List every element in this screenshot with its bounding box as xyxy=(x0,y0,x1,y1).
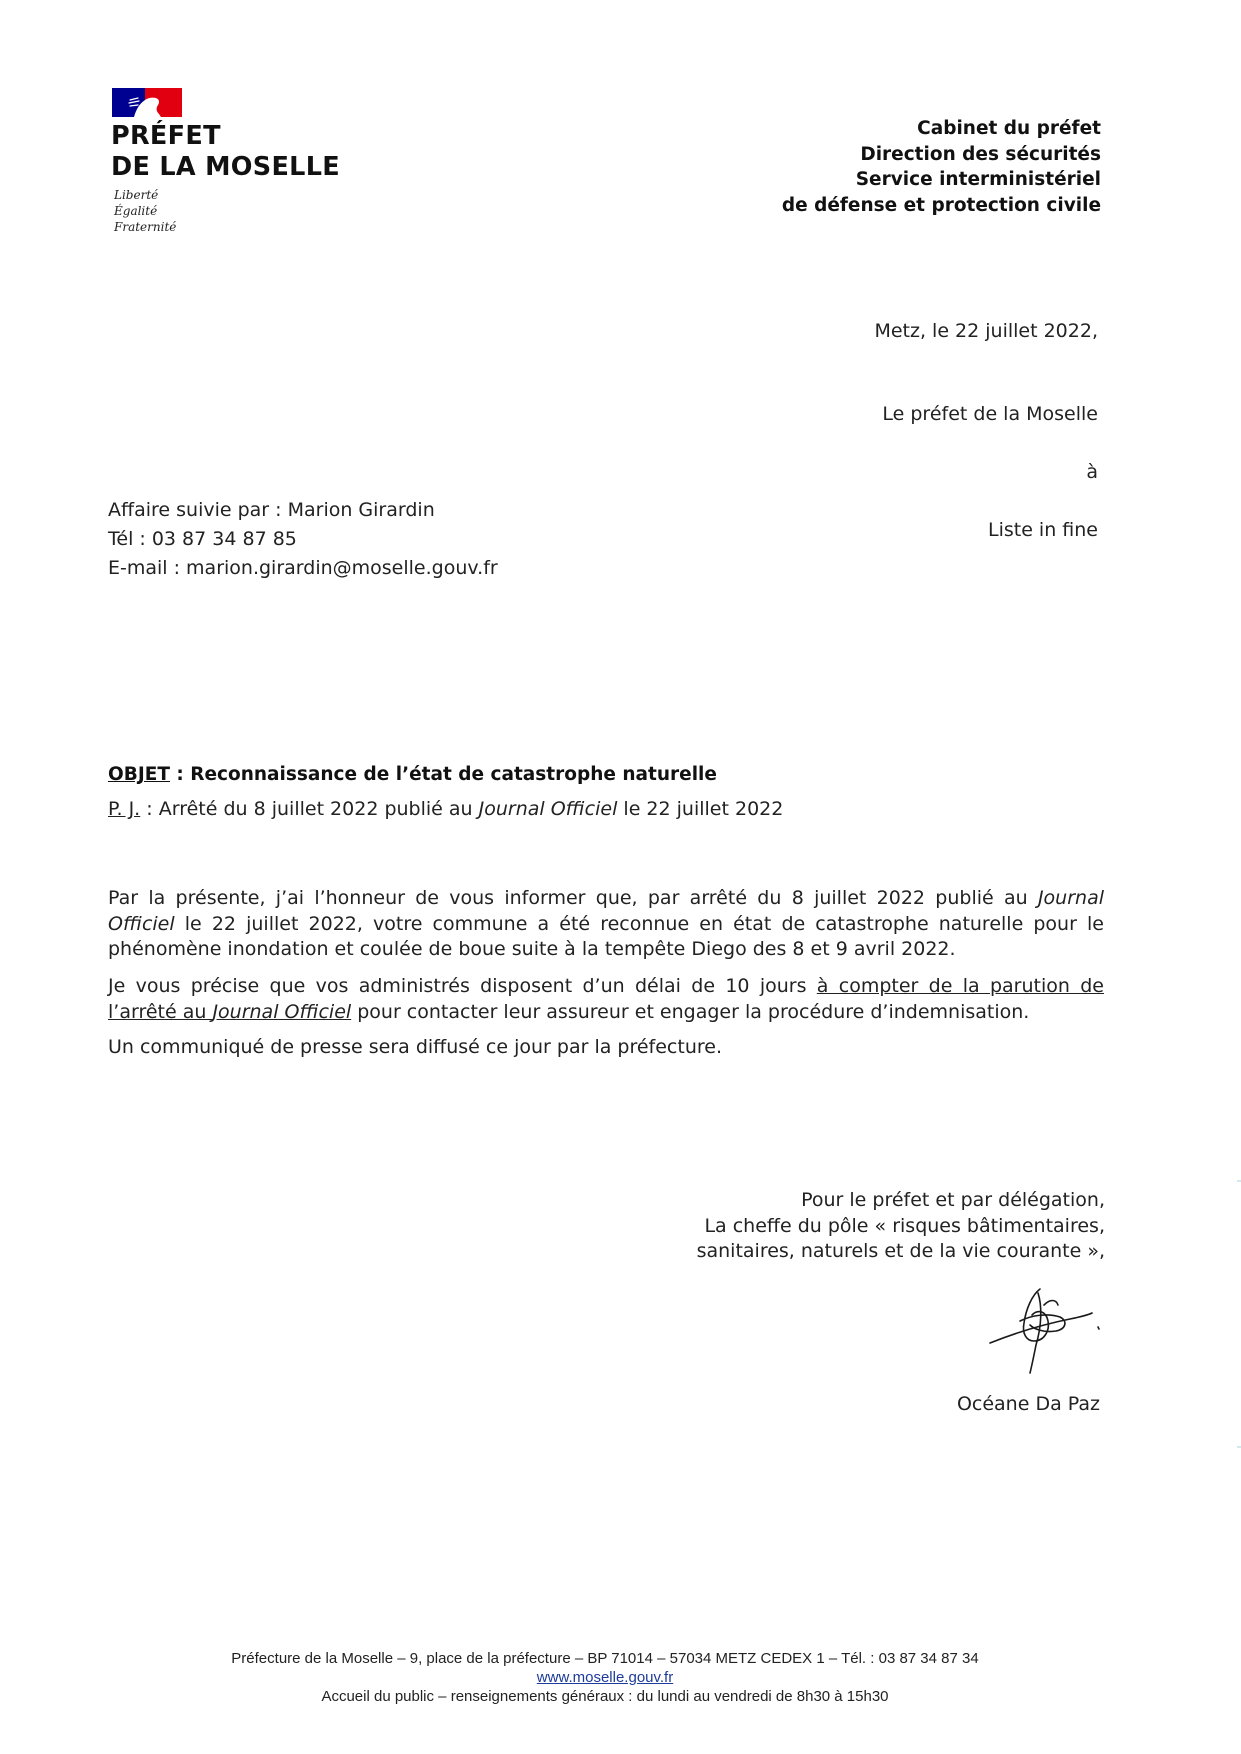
signer-name: Océane Da Paz xyxy=(956,1393,1100,1415)
letter-to-word: à xyxy=(1086,461,1098,483)
authority-name xyxy=(111,121,340,183)
authority-line: PRÉFET xyxy=(111,121,221,151)
letter-recipient: Liste in fine xyxy=(987,519,1098,541)
subject-line xyxy=(108,764,717,785)
handwritten-signature-icon xyxy=(980,1285,1110,1377)
paragraph-journal: Journal Officiel xyxy=(212,1000,352,1023)
service-header xyxy=(782,116,1101,218)
attachment-journal: Journal Officiel xyxy=(478,798,618,820)
closing-line: La cheffe du pôle « risques bâtimentaires, xyxy=(704,1214,1105,1237)
page-footer xyxy=(0,1649,1210,1706)
subject-text: : Reconnaissance de l’état de catastrophe naturelle xyxy=(169,764,717,785)
contact-block xyxy=(108,496,498,583)
attachment-text: : Arrêté du 8 juillet 2022 publié au xyxy=(140,798,479,820)
contact-followed-by: Affaire suivie par : Marion Girardin xyxy=(108,499,435,521)
motto-line: Fraternité xyxy=(114,220,177,234)
footer-website-link[interactable]: www.moselle.gouv.fr xyxy=(536,1669,674,1686)
footer-address: Préfecture de la Moselle – 9, place de la préfecture – BP 71014 – 57034 METZ CEDEX 1 – Tél. : 03 87 34 87 34 xyxy=(231,1650,979,1667)
subject-label: OBJET xyxy=(108,764,170,785)
letter-date: Metz, le 22 juillet 2022, xyxy=(874,320,1098,342)
service-line: Cabinet du préfet xyxy=(917,118,1101,139)
letter-sender: Le préfet de la Moselle xyxy=(882,403,1098,425)
marianne-logo-icon xyxy=(112,88,182,117)
closing-block xyxy=(697,1188,1105,1265)
service-line: Service interministériel xyxy=(855,169,1101,190)
contact-email: E-mail : marion.girardin@moselle.gouv.fr xyxy=(108,557,498,579)
attachment-line xyxy=(108,798,783,820)
service-line: Direction des sécurités xyxy=(860,143,1101,165)
motto-line: Liberté xyxy=(114,188,159,202)
scan-edge-mark xyxy=(1237,1180,1241,1182)
service-line: de défense et protection civile xyxy=(781,194,1101,216)
republic-motto xyxy=(114,187,176,235)
body-paragraph-2 xyxy=(108,974,1104,1025)
paragraph-text: le 22 juillet 2022, votre commune a été reconnue en état de catastrophe naturelle pour le phénomène inondation et coulée de boue suite à la tempête Diego des 8 et 9 avril 2022. xyxy=(108,912,1104,960)
attachment-text-end: le 22 juillet 2022 xyxy=(617,798,784,820)
closing-line: sanitaires, naturels et de la vie courante », xyxy=(696,1240,1105,1262)
paragraph-text: pour contacter leur assureur et engager la procédure d’indemnisation. xyxy=(351,1000,1030,1023)
motto-line: Égalité xyxy=(114,204,158,218)
body-paragraph-3: Un communiqué de presse sera diffusé ce jour par la préfecture. xyxy=(108,1036,722,1058)
contact-phone: Tél : 03 87 34 87 85 xyxy=(108,528,297,550)
attachment-label: P. J. xyxy=(108,798,141,820)
paragraph-text: Par la présente, j’ai l’honneur de vous informer que, par arrêté du 8 juillet 2022 publié au xyxy=(108,887,1038,909)
paragraph-journal: Journal Officiel xyxy=(108,887,1104,935)
paragraph-text: Je vous précise que vos administrés disposent d’un délai de 10 jours xyxy=(108,975,817,997)
paragraph-underlined: à compter de la parution de l’arrêté au xyxy=(108,975,1104,1023)
authority-line: DE LA MOSELLE xyxy=(111,152,340,182)
scan-edge-mark xyxy=(1237,1446,1241,1448)
footer-hours: Accueil du public – renseignements généraux : du lundi au vendredi de 8h30 à 15h30 xyxy=(321,1688,889,1705)
body-paragraph-1 xyxy=(108,886,1104,963)
closing-line: Pour le préfet et par délégation, xyxy=(801,1189,1105,1211)
